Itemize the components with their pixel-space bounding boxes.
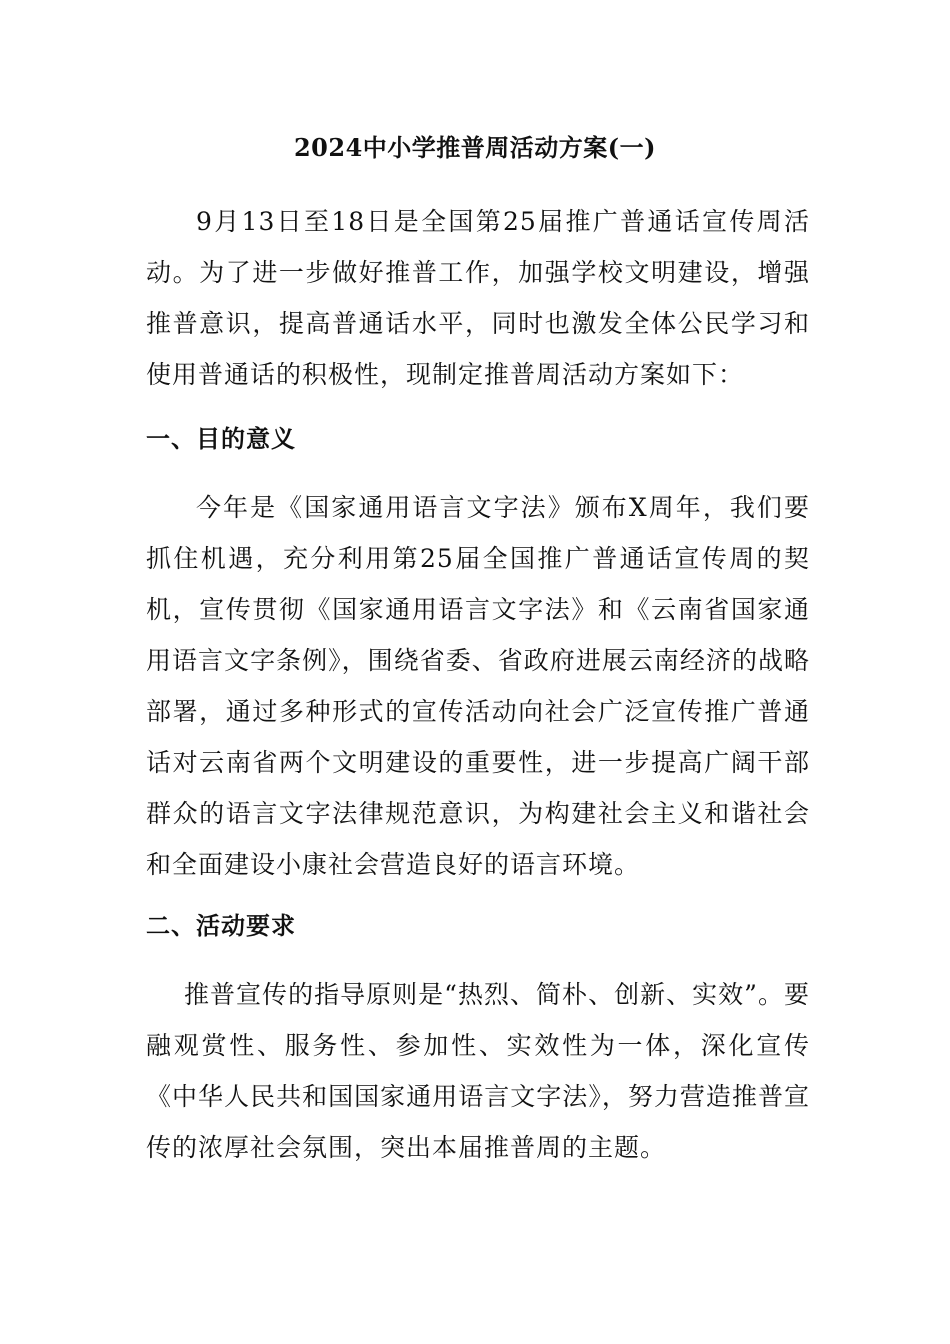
document-title: 2024中小学推普周活动方案(一): [293, 133, 656, 162]
section-heading-purpose: 一、目的意义: [146, 424, 296, 453]
requirements-paragraph: 推普宣传的指导原则是“热烈、简朴、创新、实效”。要融观赏性、服务性、参加性、实效性为一体，深化宣传《中华人民共和国国家通用语言文字法》，努力营造推普宣传的浓厚社会氛围，突出本届推普周的主题。: [146, 980, 810, 1162]
intro-paragraph: 9月13日至18日是全国第25届推广普通话宣传周活动。为了进一步做好推普工作，加强学校文明建设，增强推普意识，提高普通话水平，同时也激发全体公民学习和使用普通话的积极性，现制定推普周活动方案如下：: [146, 207, 810, 389]
purpose-paragraph: 今年是《国家通用语言文字法》颁布X周年，我们要抓住机遇，充分利用第25届全国推广普通话宣传周的契机，宣传贯彻《国家通用语言文字法》和《云南省国家通用语言文字条例》，围绕省委、省政府进展云南经济的战略部署，通过多种形式的宣传活动向社会广泛宣传推广普通话对云南省两个文明建设的重要性，进一步提高广阔干部群众的语言文字法律规范意识，为构建社会主义和谐社会和全面建设小康社会营造良好的语言环境。: [146, 493, 810, 879]
section-heading-requirements: 二、活动要求: [146, 911, 296, 940]
